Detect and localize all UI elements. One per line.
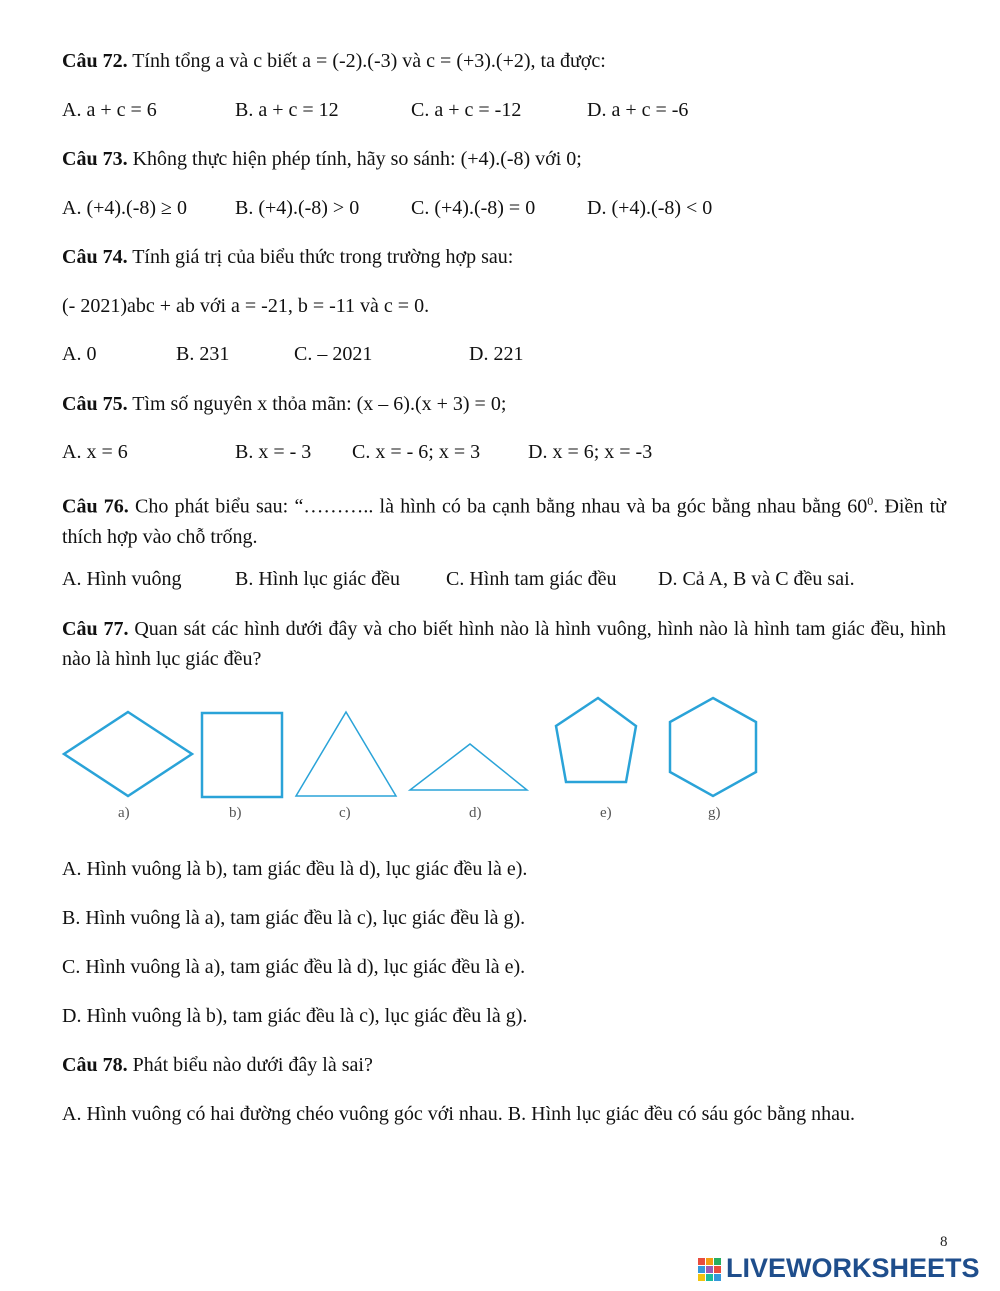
question-74-expression: (- 2021)abc + ab với a = -21, b = -11 và c = 0. (62, 295, 430, 317)
q75-option-c[interactable]: C. x = - 6; x = 3 (352, 441, 481, 463)
question-76 (62, 486, 946, 552)
question-75 (62, 393, 506, 416)
figure-label-c: c) (339, 805, 351, 821)
question-73 (62, 148, 582, 171)
q73-option-d[interactable]: D. (+4).(-8) < 0 (587, 197, 713, 219)
question-77 (62, 614, 946, 674)
question-77-label: Câu 77. (62, 618, 129, 640)
figure-label-g: g) (708, 805, 721, 821)
question-78-text: Phát biểu nào dưới đây là sai? (127, 1054, 373, 1076)
shapes-figure (60, 690, 780, 805)
q72-option-a[interactable]: A. a + c = 6 (62, 99, 157, 121)
question-75-text: Tìm số nguyên x thỏa mãn: (x – 6).(x + 3) = 0; (127, 393, 507, 415)
question-75-label: Câu 75. (62, 393, 128, 415)
q75-option-a[interactable]: A. x = 6 (62, 441, 128, 463)
question-76-text-a: Cho phát biểu sau: “……….. là hình có ba cạnh bằng nhau và ba góc bằng nhau bằng 60 (128, 495, 868, 518)
q72-option-b[interactable]: B. a + c = 12 (235, 99, 339, 121)
question-74-text: Tính giá trị của biểu thức trong trường hợp sau: (127, 246, 514, 268)
question-78 (62, 1054, 373, 1077)
q74-option-c[interactable]: C. – 2021 (294, 343, 373, 365)
q77-option-c[interactable]: C. Hình vuông là a), tam giác đều là d), lục giác đều là e). (62, 956, 526, 978)
q73-option-b[interactable]: B. (+4).(-8) > 0 (235, 197, 360, 219)
q72-option-d[interactable]: D. a + c = -6 (587, 99, 689, 121)
page-number: 8 (940, 1234, 948, 1250)
question-72 (62, 50, 606, 73)
question-78-label: Câu 78. (62, 1054, 128, 1076)
q76-option-b[interactable]: B. Hình lục giác đều (235, 568, 400, 590)
figure-label-b: b) (229, 805, 242, 821)
shape-d-triangle (410, 744, 527, 790)
q76-option-a[interactable]: A. Hình vuông (62, 568, 182, 590)
figure-label-e: e) (600, 805, 612, 821)
question-74 (62, 246, 513, 269)
liveworksheets-brand[interactable]: LIVEWORKSHEETS (726, 1253, 980, 1283)
q73-option-a[interactable]: A. (+4).(-8) ≥ 0 (62, 197, 187, 219)
q76-option-d[interactable]: D. Cả A, B và C đều sai. (658, 568, 855, 590)
q76-option-c[interactable]: C. Hình tam giác đều (446, 568, 617, 590)
q75-option-d[interactable]: D. x = 6; x = -3 (528, 441, 653, 463)
question-72-label: Câu 72. (62, 50, 128, 72)
q77-option-d[interactable]: D. Hình vuông là b), tam giác đều là c), lục giác đều là g). (62, 1005, 528, 1027)
shape-g-hexagon (670, 698, 756, 796)
q74-option-b[interactable]: B. 231 (176, 343, 230, 365)
liveworksheets-logo-icon (698, 1258, 722, 1282)
q77-option-b[interactable]: B. Hình vuông là a), tam giác đều là c), lục giác đều là g). (62, 907, 526, 929)
q75-option-b[interactable]: B. x = - 3 (235, 441, 312, 463)
shape-a-rhombus (64, 712, 192, 796)
question-74-label: Câu 74. (62, 246, 128, 268)
question-76-superscript: 0 (867, 494, 874, 508)
q77-option-a[interactable]: A. Hình vuông là b), tam giác đều là d), lục giác đều là e). (62, 858, 528, 880)
q72-option-c[interactable]: C. a + c = -12 (411, 99, 522, 121)
q73-option-c[interactable]: C. (+4).(-8) = 0 (411, 197, 536, 219)
question-77-text: Quan sát các hình dưới đây và cho biết hình nào là hình vuông, hình nào là hình tam giác đều, hình nào là hình lục giác đều? (62, 618, 946, 670)
figure-label-a: a) (118, 805, 130, 821)
shape-b-square (202, 713, 282, 797)
q74-option-d[interactable]: D. 221 (469, 343, 524, 365)
question-73-text: Không thực hiện phép tính, hãy so sánh: (+4).(-8) với 0; (127, 148, 582, 170)
shape-e-pentagon (556, 698, 636, 782)
question-73-label: Câu 73. (62, 148, 128, 170)
shape-c-triangle (296, 712, 396, 796)
question-72-text: Tính tổng a và c biết a = (-2).(-3) và c = (+3).(+2), ta được: (127, 50, 606, 72)
question-76-label: Câu 76. (62, 495, 129, 518)
q78-options[interactable]: A. Hình vuông có hai đường chéo vuông góc với nhau. B. Hình lục giác đều có sáu góc bằng nhau. (62, 1103, 855, 1125)
question-76-text-b: . Điền từ thích hợp vào chỗ trống. (62, 495, 946, 548)
q74-option-a[interactable]: A. 0 (62, 343, 97, 365)
figure-label-d: d) (469, 805, 482, 821)
